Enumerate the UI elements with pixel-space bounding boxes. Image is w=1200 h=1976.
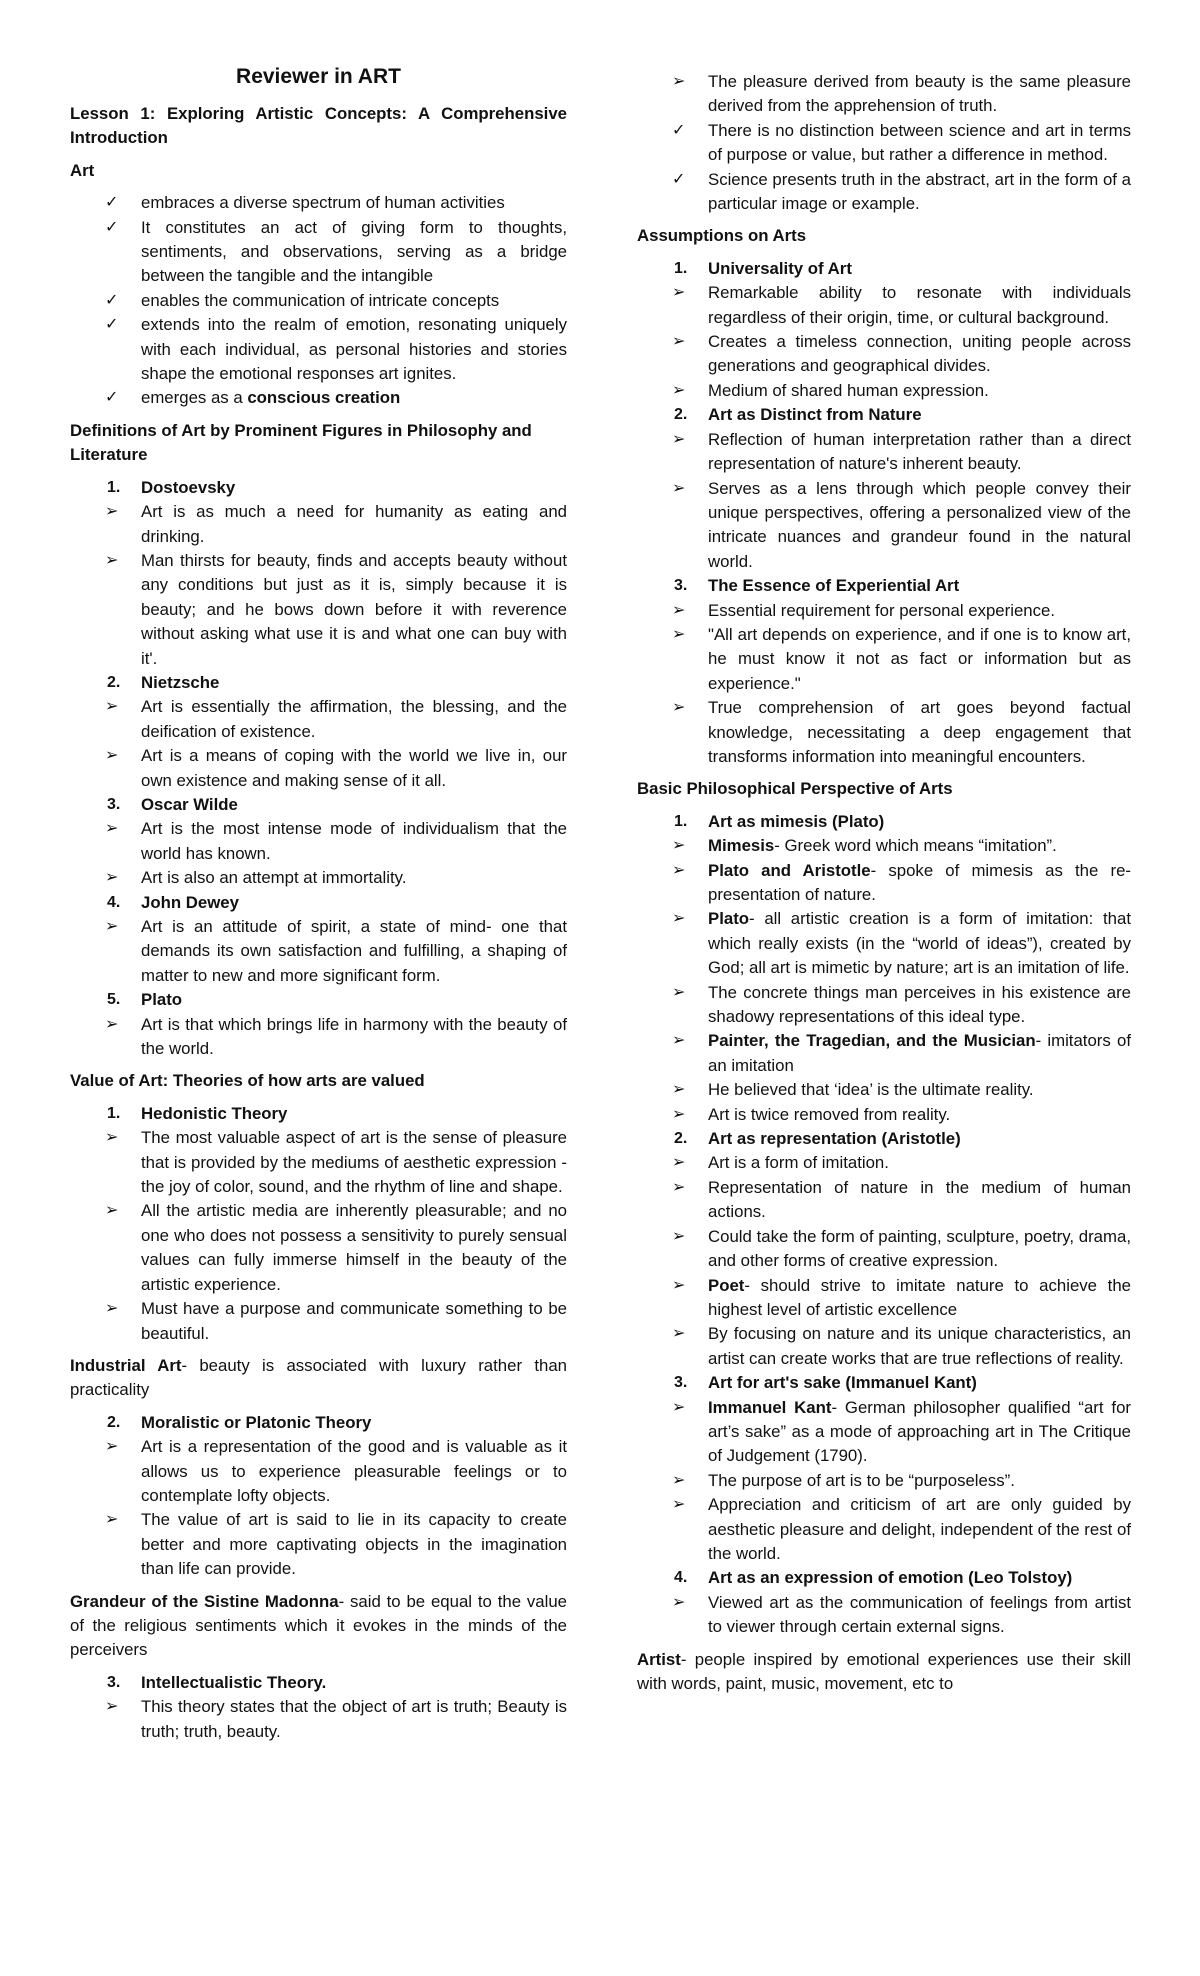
check-icon: ✓ <box>105 316 119 334</box>
list-number: 2. Art as Distinct from Nature <box>674 405 922 425</box>
grandeur-paragraph: Grandeur of the Sistine Madonna- said to be equal to the value of the religious sentiments which it evokes in the minds of the perceivers <box>70 1591 567 1660</box>
basic-perspective-heading: Basic Philosophical Perspective of Arts <box>637 779 953 799</box>
arrow-icon: ➢ <box>105 1300 119 1318</box>
list-item: ➢ The pleasure derived from beauty is the same pleasure derived from the apprehension of truth. <box>672 72 1131 116</box>
list-number: 2. Nietzsche <box>107 672 220 692</box>
arrow-icon: ➢ <box>105 1698 119 1716</box>
artist-paragraph: Artist- people inspired by emotional experiences use their skill with words, paint, music, movement, etc to <box>637 1649 1131 1693</box>
list-item: ➢ Creates a timeless connection, uniting people across generations and geographical divides. <box>672 332 1131 376</box>
list-number: 1. Dostoevsky <box>107 477 236 497</box>
arrow-icon: ➢ <box>672 1325 686 1343</box>
arrow-icon: ➢ <box>105 1129 119 1147</box>
lesson-heading: Lesson 1: Exploring Artistic Concepts: A Comprehensive Introduction <box>70 104 567 148</box>
list-item: ➢ Reflection of human interpretation rather than a direct representation of nature's inherent beauty. <box>672 429 1131 474</box>
definitions-list <box>70 476 567 1062</box>
list-item: ✓ Science presents truth in the abstract, art in the form of a particular image or example. <box>672 169 1131 214</box>
arrow-icon: ➢ <box>672 1471 686 1489</box>
list-number: 1. Art as mimesis (Plato) <box>674 811 885 831</box>
list-item: ➢ Viewed art as the communication of feelings from artist to viewer through certain external signs. <box>672 1592 1131 1637</box>
arrow-icon: ➢ <box>672 333 686 351</box>
list-number: 3. The Essence of Experiential Art <box>674 576 960 596</box>
list-number: 1. Hedonistic Theory <box>107 1103 288 1123</box>
list-item: ✓ emerges as a conscious creation <box>70 386 567 410</box>
list-item: ✓ embraces a diverse spectrum of human activities <box>70 191 567 215</box>
list-item: ➢ Appreciation and criticism of art are only guided by aesthetic pleasure and delight, independent of the rest of the world. <box>672 1495 1131 1563</box>
arrow-icon: ➢ <box>105 1015 119 1033</box>
arrow-icon: ➢ <box>672 1496 686 1514</box>
arrow-icon: ➢ <box>672 837 686 855</box>
list-item: ➢ Must have a purpose and communicate something to be beautiful. <box>105 1299 567 1343</box>
art-list <box>70 191 567 411</box>
list-item: ➢ Art is twice removed from reality. <box>637 1103 1131 1127</box>
list-number: 2. Art as representation (Aristotle) <box>674 1129 961 1149</box>
list-item: ➢ Man thirsts for beauty, finds and accepts beauty without any conditions but just as it is, simply because it is beauty; and he bows down before it with reverence without asking what use it is and what one can buy with it'. <box>105 550 567 668</box>
list-item: ➢ Plato- all artistic creation is a form of imitation: that which really exists (in the “world of ideas”), created by God; all art is mimetic by nature; art is an imitation of life. <box>672 909 1131 978</box>
list-item: ➢ Essential requirement for personal experience. <box>637 599 1131 623</box>
list-item: ➢ Art is the most intense mode of individualism that the world has known. <box>105 819 567 863</box>
list-number: 3. Oscar Wilde <box>107 794 238 814</box>
arrow-icon: ➢ <box>672 625 686 643</box>
list-item: ➢ He believed that ‘idea’ is the ultimate reality. <box>637 1078 1131 1102</box>
list-item: ➢ By focusing on nature and its unique characteristics, an artist can create works that are true reflections of reality. <box>672 1324 1131 1368</box>
arrow-icon: ➢ <box>672 1398 686 1416</box>
list-item: ➢ Serves as a lens through which people convey their unique perspectives, offering a personalized view of the intricate nuances and grandeur found in the natural world. <box>672 478 1131 571</box>
list-number: 4. John Dewey <box>107 892 239 912</box>
arrow-icon: ➢ <box>672 1081 686 1099</box>
assumptions-heading: Assumptions on Arts <box>637 226 807 246</box>
right-column <box>637 70 1131 1696</box>
list-item: ➢ Remarkable ability to resonate with individuals regardless of their origin, time, or cultural background. <box>672 283 1131 327</box>
perspective-list <box>637 810 1131 1640</box>
list-number: 3. Art for art's sake (Immanuel Kant) <box>674 1373 977 1393</box>
arrow-icon: ➢ <box>105 918 119 935</box>
arrow-icon: ➢ <box>105 1438 119 1456</box>
list-item: ➢ All the artistic media are inherently pleasurable; and no one who does not possess a sensitivity to purely sensual values can fully immerse himself in the beauty of the artistic experience. <box>105 1201 567 1294</box>
arrow-icon: ➢ <box>672 1154 686 1172</box>
list-item: ➢ Painter, the Tragedian, and the Musician- imitators of an imitation <box>672 1031 1131 1075</box>
list-number: 3. Intellectualistic Theory. <box>107 1672 327 1692</box>
check-icon: ✓ <box>672 170 686 188</box>
arrow-icon: ➢ <box>105 869 119 887</box>
arrow-icon: ➢ <box>672 73 686 90</box>
list-item: ➢ Art is also an attempt at immortality. <box>70 866 567 890</box>
arrow-icon: ➢ <box>105 503 119 521</box>
arrow-icon: ➢ <box>672 1105 686 1123</box>
industrial-art-paragraph: Industrial Art- beauty is associated with luxury rather than practicality <box>70 1355 567 1400</box>
arrow-icon: ➢ <box>105 1511 119 1529</box>
check-icon: ✓ <box>105 389 119 407</box>
list-item: ➢ True comprehension of art goes beyond factual knowledge, necessitating a deep engagement that transforms information into meaningful encounters. <box>672 698 1131 766</box>
arrow-icon: ➢ <box>672 983 686 1001</box>
list-item: ➢ Medium of shared human expression. <box>637 379 1131 403</box>
check-icon: ✓ <box>105 291 119 309</box>
arrow-icon: ➢ <box>672 699 686 717</box>
list-item: ➢ Art is a representation of the good and is valuable as it allows us to experience pleasurable feelings or to contemplate lofty objects. <box>105 1437 567 1505</box>
assumptions-list <box>637 257 1131 770</box>
arrow-icon: ➢ <box>672 601 686 619</box>
arrow-icon: ➢ <box>105 698 119 716</box>
list-item: ✓ There is no distinction between science and art in terms of purpose or value, but rather a difference in method. <box>672 120 1131 165</box>
check-icon: ✓ <box>105 194 119 212</box>
check-icon: ✓ <box>105 218 119 236</box>
list-item: ➢ "All art depends on experience, and if one is to know art, he must know it not as fact or information but as experience." <box>672 624 1131 693</box>
arrow-icon: ➢ <box>105 747 119 765</box>
arrow-icon: ➢ <box>105 820 119 838</box>
arrow-icon: ➢ <box>105 551 119 569</box>
intellectualistic-list <box>70 1671 567 1744</box>
arrow-icon: ➢ <box>672 479 686 497</box>
list-item: ➢ Mimesis- Greek word which means “imitation”. <box>637 834 1131 858</box>
list-item: ➢ The concrete things man perceives in his existence are shadowy representations of this ideal type. <box>672 982 1131 1027</box>
truth-list <box>637 70 1131 216</box>
list-item: ➢ This theory states that the object of art is truth; Beauty is truth; truth, beauty. <box>105 1697 567 1741</box>
list-item: ✓ It constitutes an act of giving form to thoughts, sentiments, and observations, serving as a bridge between the tangible and the intangible <box>105 217 567 286</box>
value-heading: Value of Art: Theories of how arts are valued <box>70 1071 425 1091</box>
arrow-icon: ➢ <box>672 1227 686 1245</box>
list-item: ➢ The purpose of art is to be “purposeless”. <box>637 1469 1131 1493</box>
arrow-icon: ➢ <box>672 1593 686 1611</box>
list-number: 4. Art as an expression of emotion (Leo Tolstoy) <box>674 1568 1073 1588</box>
list-item: ➢ Plato and Aristotle- spoke of mimesis as the re-presentation of nature. <box>672 860 1131 904</box>
list-item: ➢ Immanuel Kant- German philosopher qualified “art for art’s sake” as a mode of approaching art in The Critique of Judgement (1790). <box>672 1397 1131 1466</box>
moralistic-list <box>70 1411 567 1582</box>
arrow-icon: ➢ <box>672 861 686 879</box>
list-item: ➢ Art is a form of imitation. <box>637 1151 1131 1175</box>
left-column <box>70 64 567 1744</box>
value-list <box>70 1102 567 1346</box>
art-heading: Art <box>70 160 95 180</box>
page-title: Reviewer in ART <box>236 65 401 88</box>
arrow-icon: ➢ <box>672 910 686 928</box>
list-item: ✓ extends into the realm of emotion, resonating uniquely with each individual, as personal histories and stories shape the emotional responses art ignites. <box>105 315 567 384</box>
list-item: ➢ Art is that which brings life in harmony with the beauty of the world. <box>105 1014 567 1059</box>
arrow-icon: ➢ <box>672 430 686 448</box>
list-item: ➢ Poet- should strive to imitate nature to achieve the highest level of artistic excellence <box>672 1275 1131 1319</box>
list-item: ➢ The most valuable aspect of art is the sense of pleasure that is provided by the mediums of aesthetic expression - the joy of color, sound, and the rhythm of line and shape. <box>105 1128 567 1197</box>
arrow-icon: ➢ <box>672 1178 686 1196</box>
list-item: ➢ Could take the form of painting, sculpture, poetry, drama, and other forms of creative expression. <box>672 1226 1131 1271</box>
list-item: ➢ Representation of nature in the medium of human actions. <box>672 1177 1131 1222</box>
list-number: 2. Moralistic or Platonic Theory <box>107 1412 372 1432</box>
list-item: ➢ Art is an attitude of spirit, a state of mind- one that demands its own satisfaction and fulfilling, a shaping of matter to new and more significant form. <box>105 917 567 985</box>
arrow-icon: ➢ <box>672 1032 686 1050</box>
check-icon: ✓ <box>672 121 686 139</box>
list-item: ➢ The value of art is said to lie in its capacity to create better and more captivating objects in the imagination than life can provide. <box>105 1510 567 1579</box>
arrow-icon: ➢ <box>105 1202 119 1220</box>
list-item: ✓ enables the communication of intricate concepts <box>70 289 567 313</box>
list-number: 1. Universality of Art <box>674 258 852 278</box>
arrow-icon: ➢ <box>672 381 686 399</box>
definitions-heading: Definitions of Art by Prominent Figures in Philosophy and Literature <box>70 420 532 465</box>
list-item: ➢ Art is as much a need for humanity as eating and drinking. <box>105 502 567 546</box>
list-number: 5. Plato <box>107 990 183 1010</box>
arrow-icon: ➢ <box>672 284 686 302</box>
arrow-icon: ➢ <box>672 1276 686 1294</box>
list-item: ➢ Art is a means of coping with the world we live in, our own existence and making sense of it all. <box>105 746 567 790</box>
list-item: ➢ Art is essentially the affirmation, the blessing, and the deification of existence. <box>105 697 567 741</box>
